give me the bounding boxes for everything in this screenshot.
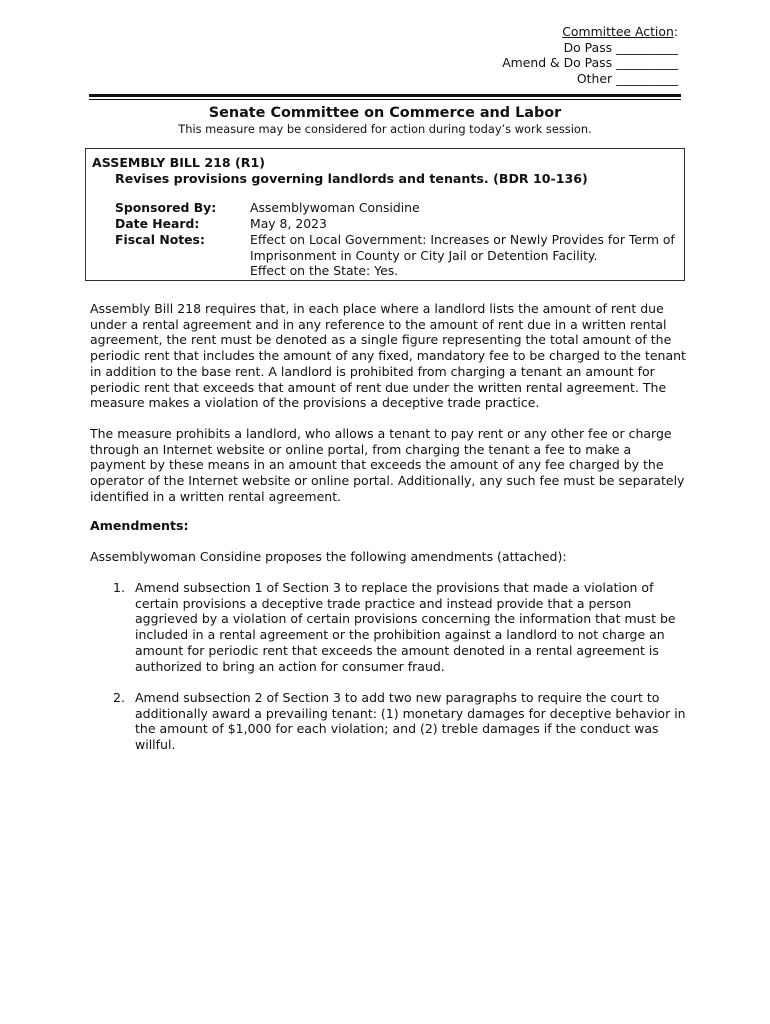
summary-paragraph-1: Assembly Bill 218 requires that, in each place where a landlord lists the amount of rent due under a rental agreement and in any reference to the amount of rent due in a written rental agreement, the rent must be denoted as a single figure representing the total amount of the periodic rent that includes the amount of any fixed, mandatory fee to be charged to the tenant in addition to the base rent. A landlord is prohibited from charging a tenant an amount for periodic rent that exceeds that amount of rent due under the written rental agreement. The measure makes a violation of the provisions a deceptive trade practice. [90, 301, 686, 411]
header-divider-thick [89, 94, 681, 97]
page-subtitle: This measure may be considered for action during today’s work session. [178, 122, 592, 136]
fiscal-notes-local: Effect on Local Government: Increases or Newly Provides for Term of Imprisonment in County or City Jail or Detention Facility. [250, 232, 675, 263]
date-heard-label: Date Heard: [115, 216, 200, 231]
bill-id: ASSEMBLY BILL 218 (R1) [92, 155, 265, 170]
amendment-text: Amend subsection 1 of Section 3 to replace the provisions that made a violation of certain provisions a deceptive trade practice and instead provide that a person aggrieved by a violation of certain provisions concerning the information that must be included in a rental agreement or the prohibition against a landlord to not charge an amount for periodic rent that exceeds the amount denoted in a rental agreement is authorized to bring an action for consumer fraud. [135, 580, 676, 674]
fiscal-notes-label: Fiscal Notes: [115, 232, 205, 247]
committee-action-label: Committee Action [562, 24, 674, 39]
committee-action-block [502, 24, 678, 87]
fiscal-notes-state: Effect on the State: Yes. [250, 263, 399, 278]
page-title: Senate Committee on Commerce and Labor [208, 105, 562, 121]
sponsored-by-label: Sponsored By: [115, 200, 217, 215]
amendment-text: Amend subsection 2 of Section 3 to add two new paragraphs to require the court to additionally award a prevailing tenant: (1) monetary damages for deceptive behavior in the amount of $1,000 for each violation; and (2) treble damages if the conduct was willful. [135, 690, 686, 753]
amendments-heading: Amendments: [90, 518, 189, 533]
amendments-intro: Assemblywoman Considine proposes the following amendments (attached): [90, 549, 567, 564]
committee-action-heading [502, 24, 678, 40]
sponsored-by-value: Assemblywoman Considine [250, 200, 420, 215]
date-heard-value: May 8, 2023 [250, 216, 327, 231]
amendment-number: 2. [113, 690, 125, 705]
summary-paragraph-2: The measure prohibits a landlord, who allows a tenant to pay rent or any other fee or charge through an Internet website or online portal, from charging the tenant a fee to make a payment by these means in an amount that exceeds the amount of any fee charged by the operator of the Internet website or online portal. Additionally, any such fee must be separately identified in a written rental agreement. [90, 426, 685, 504]
committee-action-colon: : [673, 24, 678, 39]
amendment-number: 1. [113, 580, 125, 595]
bill-description: Revises provisions governing landlords and tenants. (BDR 10-136) [115, 171, 588, 186]
amendment-item [113, 690, 687, 753]
other-line: Other __________ [576, 71, 678, 87]
amend-do-pass-line: Amend & Do Pass __________ [502, 55, 678, 71]
amendment-item [113, 580, 687, 674]
header-divider-thin [89, 99, 681, 100]
bill-summary-box [85, 148, 685, 281]
do-pass-line: Do Pass __________ [563, 39, 678, 55]
